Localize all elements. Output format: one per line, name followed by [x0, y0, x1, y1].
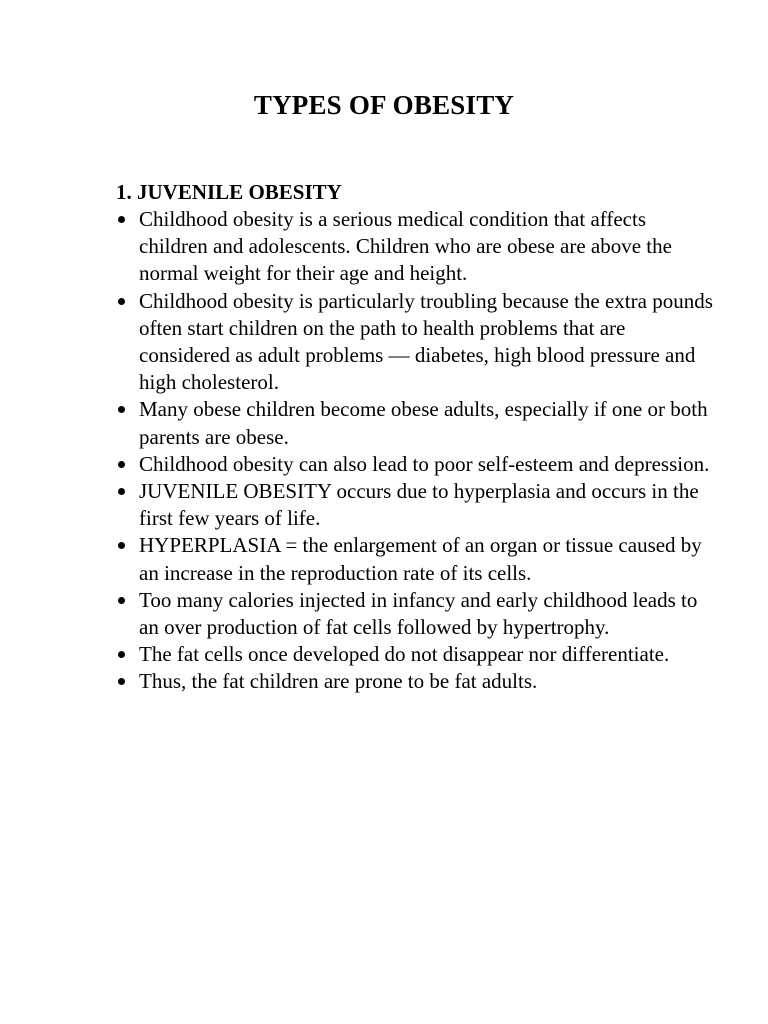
- list-item: [116, 206, 716, 288]
- section-heading: 1. JUVENILE OBESITY: [116, 180, 342, 204]
- bullet-text: JUVENILE OBESITY occurs due to hyperplasia and occurs in the first few years of life.: [139, 479, 699, 531]
- bullet-icon: [118, 542, 125, 549]
- list-item: [116, 641, 716, 668]
- list-item: [116, 288, 716, 397]
- bullet-text: Too many calories injected in infancy and early childhood leads to an over production of fat cells followed by hypertrophy.: [139, 587, 698, 640]
- bullet-icon: [118, 488, 125, 495]
- bullet-icon: [118, 406, 125, 413]
- bullet-text: Thus, the fat children are prone to be fat adults.: [139, 669, 538, 694]
- list-item: [116, 668, 716, 695]
- bullet-text: The fat cells once developed do not disappear nor differentiate.: [139, 642, 670, 667]
- bullet-icon: [118, 461, 125, 468]
- list-item: [116, 396, 716, 450]
- bullet-text: Childhood obesity is a serious medical condition that affects children and adolescents. Children who are obese are above the normal weight for their age and height.: [139, 207, 672, 286]
- bullet-icon: [118, 216, 125, 223]
- bullet-text: Childhood obesity is particularly troubling because the extra pounds often start children on the path to health problems that are considered as adult problems — diabetes, high blood pressure and high cholesterol.: [139, 288, 713, 395]
- bullet-icon: [118, 298, 125, 305]
- list-item: [116, 532, 716, 586]
- bullet-text: HYPERPLASIA = the enlargement of an organ or tissue caused by an increase in the reproduction rate of its cells.: [139, 533, 702, 585]
- list-item: [116, 451, 716, 478]
- list-item: [116, 478, 716, 532]
- bullet-icon: [118, 651, 125, 658]
- bullet-icon: [118, 597, 125, 604]
- section-juvenile-obesity: [116, 178, 716, 696]
- bullet-text: Many obese children become obese adults, especially if one or both parents are obese.: [139, 397, 708, 449]
- bullet-icon: [118, 678, 125, 685]
- bullet-list: [116, 206, 716, 696]
- page-title: TYPES OF OBESITY: [253, 90, 515, 120]
- bullet-text: Childhood obesity can also lead to poor self-esteem and depression.: [139, 451, 710, 476]
- list-item: [116, 587, 716, 641]
